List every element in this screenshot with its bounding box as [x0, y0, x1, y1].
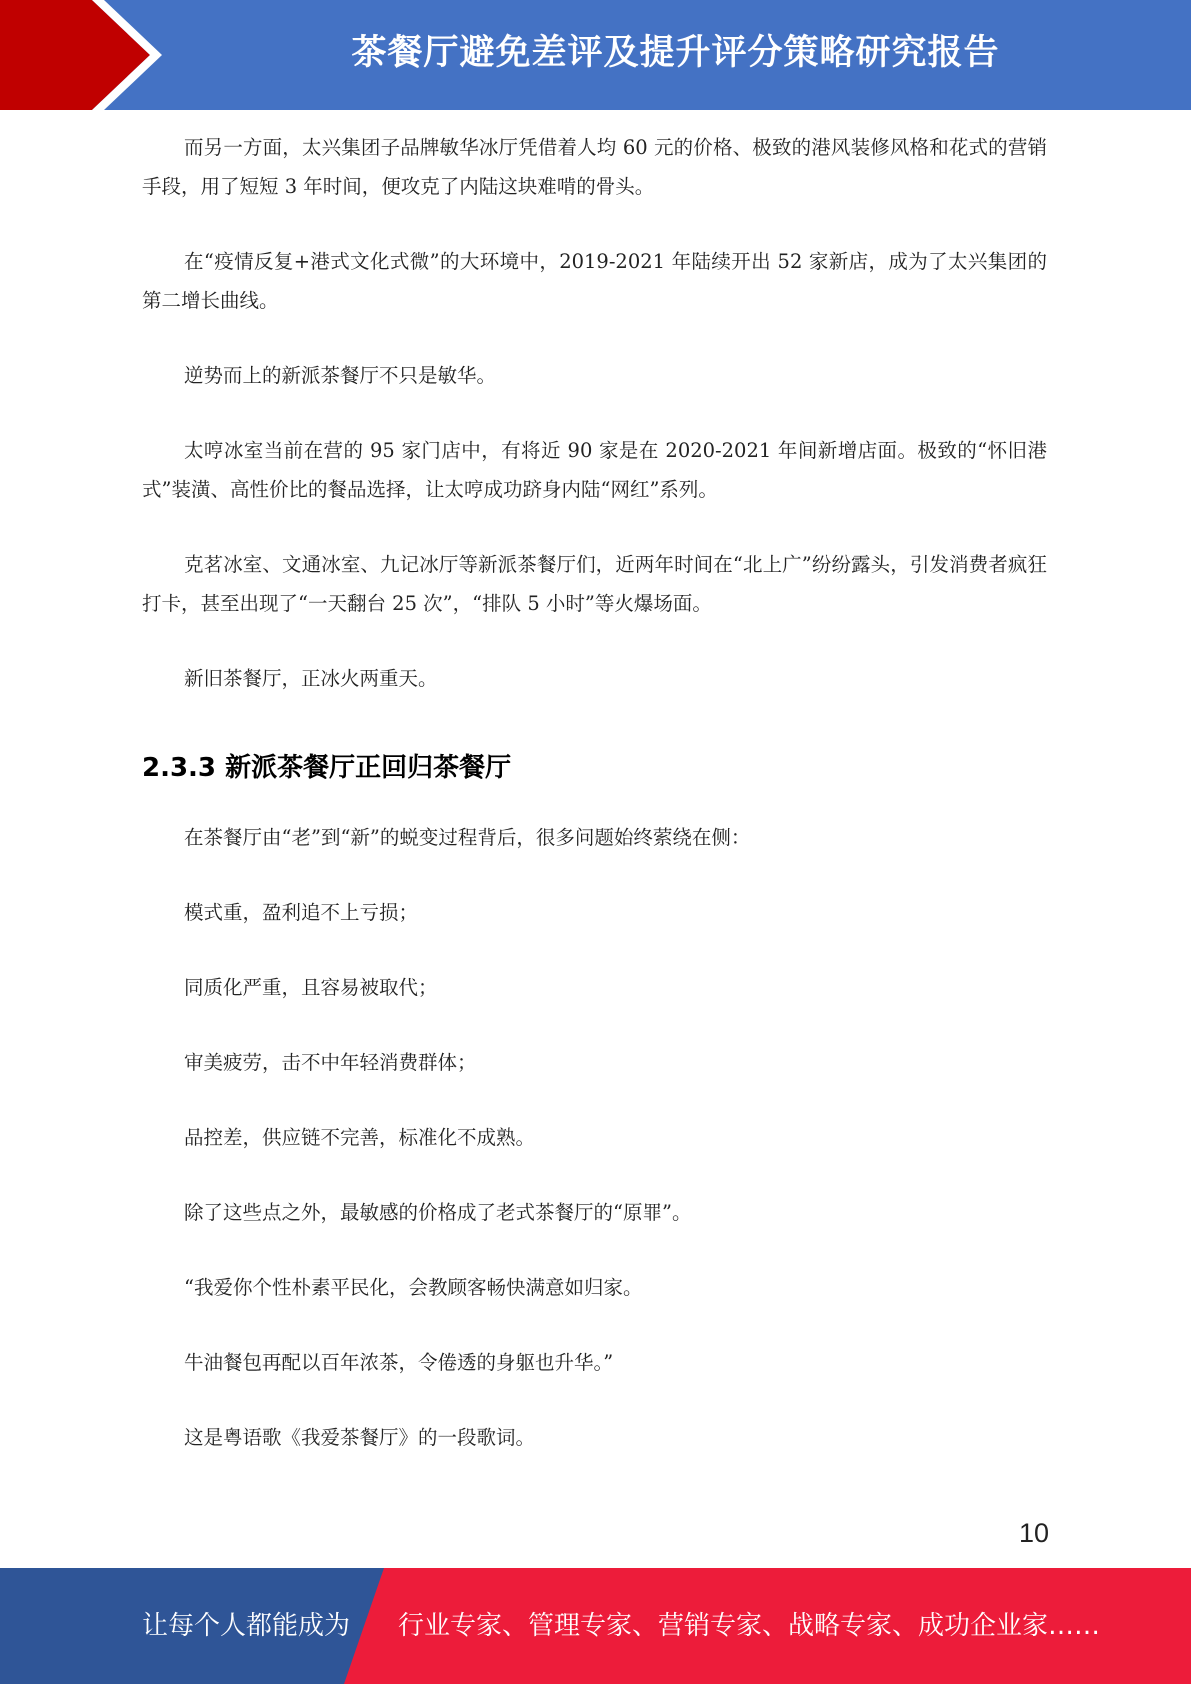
- paragraph: 克茗冰室、文通冰室、九记冰厅等新派茶餐厅们，近两年时间在“北上广”纷纷露头，引发消费者疯狂打卡，甚至出现了“一天翻台 25 次”，“排队 5 小时”等火爆场面。: [142, 553, 1047, 615]
- list-item: 品控差，供应链不完善，标准化不成熟。: [184, 1126, 536, 1149]
- list-item: 模式重，盈利追不上亏损；: [184, 901, 419, 924]
- list-item: 审美疲劳，击不中年轻消费群体；: [184, 1051, 477, 1074]
- footer-slogan-left: 让每个人都能成为: [142, 1611, 351, 1641]
- footer-slogan-right: 行业专家、管理专家、营销专家、战略专家、成功企业家……: [398, 1611, 1101, 1641]
- lyric-line: “我爱你个性朴素平民化，会教顾客畅快满意如归家。: [184, 1276, 643, 1299]
- document-body: [142, 128, 1047, 1493]
- page-footer: [0, 1568, 1191, 1684]
- paragraph: 在茶餐厅由“老”到“新”的蜕变过程背后，很多问题始终萦绕在侧：: [184, 826, 751, 849]
- paragraph: 逆势而上的新派茶餐厅不只是敏华。: [184, 364, 497, 387]
- paragraph: 除了这些点之外，最敏感的价格成了老式茶餐厅的“原罪”。: [184, 1201, 692, 1224]
- paragraph: 这是粤语歌《我爱茶餐厅》的一段歌词。: [184, 1426, 536, 1449]
- lyric-line: 牛油餐包再配以百年浓茶，令倦透的身躯也升华。”: [184, 1351, 614, 1374]
- page-number: 10: [1018, 1518, 1049, 1548]
- header-arrow-decoration: [0, 0, 220, 110]
- paragraph: 而另一方面，太兴集团子品牌敏华冰厅凭借着人均 60 元的价格、极致的港风装修风格和花式的营销手段，用了短短 3 年时间，便攻克了内陆这块难啃的骨头。: [142, 136, 1047, 198]
- paragraph: 在“疫情反复+港式文化式微”的大环境中，2019-2021 年陆续开出 52 家新店，成为了太兴集团的第二增长曲线。: [142, 250, 1047, 312]
- section-heading: 2.3.3 新派茶餐厅正回归茶餐厅: [142, 753, 512, 783]
- list-item: 同质化严重，且容易被取代；: [184, 976, 438, 999]
- header-title: 茶餐厅避免差评及提升评分策略研究报告: [351, 33, 1000, 73]
- page-header: [0, 0, 1191, 110]
- paragraph: 新旧茶餐厅，正冰火两重天。: [184, 667, 438, 690]
- paragraph: 太哼冰室当前在营的 95 家门店中，有将近 90 家是在 2020-2021 年间新增店面。极致的“怀旧港式”装潢、高性价比的餐品选择，让太哼成功跻身内陆“网红”系列。: [142, 439, 1047, 501]
